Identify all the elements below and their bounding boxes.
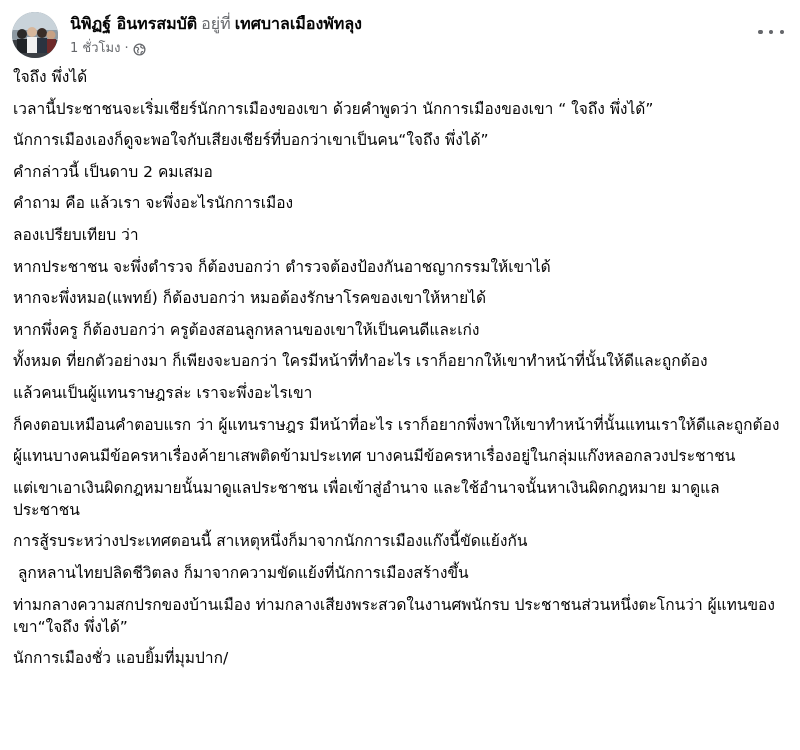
post-paragraph: ใจถึง พึ่งได้ xyxy=(13,68,88,86)
author-name[interactable]: นิพิฏฐ์ อินทรสมบัติ xyxy=(70,14,198,33)
dot xyxy=(780,30,785,35)
avatar[interactable] xyxy=(12,12,58,58)
post-paragraph: ก็คงตอบเหมือนคำตอบแรก ว่า ผู้แทนราษฎร มีหน้าที่อะไร เราก็อยากพึ่งพาให้เขาทำหน้าที่นั้นแทนเราให้ดีและถูกต้อง xyxy=(13,415,780,434)
globe-icon[interactable] xyxy=(133,43,146,56)
post-paragraph: คำถาม คือ แล้วเรา จะพึ่งอะไรนักการเมือง xyxy=(13,194,294,213)
post-paragraph: ผู้แทนบางคนมีข้อครหาเรื่องค้ายาเสพติดข้ามประเทศ บางคนมีข้อครหาเรื่องอยู่ในกลุ่มแก๊งหลอกลวงประชาชน xyxy=(13,447,736,466)
post-time[interactable]: 1 ชั่วโมง xyxy=(70,41,121,56)
at-label: อยู่ที่ xyxy=(201,14,231,33)
post-paragraph: ลูกหลานไทยปลิดชีวิตลง ก็มาจากความขัดแย้งที่นักการเมืองสร้างขึ้น xyxy=(13,563,469,582)
post-paragraph: หากประชาชน จะพึ่งตำรวจ ก็ต้องบอกว่า ตำรวจต้องป้องกันอาชญากรรมให้เขาได้ xyxy=(13,257,551,276)
meta-separator: · xyxy=(124,41,129,56)
post-paragraph: นักการเมืองเองก็ดูจะพอใจกับเสียงเชียร์ที่บอกว่าเขาเป็นคน“ใจถึง พึ่งได้” xyxy=(13,131,489,150)
post-meta xyxy=(70,40,146,58)
post-paragraph: การสู้รบระหว่างประเทศตอนนี้ สาเหตุหนึ่งก็มาจากนักการเมืองแก๊งนี้ขัดแย้งกัน xyxy=(13,532,528,551)
post-paragraph: ท่ามกลางความสกปรกของบ้านเมือง ท่ามกลางเสียงพระสวดในงานศพนักรบ ประชาชนส่วนหนึ่งตะโกนว่า ผู้แทนของเขา“ใจถึง พึ่งได้” xyxy=(13,595,775,636)
post-paragraph: คำกล่าวนี้ เป็นดาบ 2 คมเสมอ xyxy=(13,162,213,181)
author-line xyxy=(70,13,362,35)
post-content xyxy=(13,66,785,679)
post-paragraph: ลองเปรียบเทียบ ว่า xyxy=(13,225,139,244)
post-paragraph: แต่เขาเอาเงินผิดกฎหมายนั้นมาดูแลประชาชน เพื่อเข้าสู่อำนาจ และใช้อำนาจนั้นหาเงินผิดกฎหมาย มาดูแลประชาชน xyxy=(13,478,720,519)
post-paragraph: หากจะพึ่งหมอ(แพทย์) ก็ต้องบอกว่า หมอต้องรักษาโรคของเขาให้หายได้ xyxy=(13,289,487,308)
post-paragraph: นักการเมืองชั่ว แอบยิ้มที่มุมปาก/ xyxy=(13,649,229,668)
dot xyxy=(769,30,774,35)
post-paragraph: แล้วคนเป็นผู้แทนราษฎรล่ะ เราจะพึ่งอะไรเขา xyxy=(13,383,313,402)
post-header xyxy=(12,10,788,66)
avatar-photo xyxy=(12,12,58,58)
more-horizontal-icon[interactable] xyxy=(758,24,784,40)
post-paragraph: หากพึ่งครู ก็ต้องบอกว่า ครูต้องสอนลูกหลานของเขาให้เป็นคนดีและเก่ง xyxy=(13,320,480,339)
post-paragraph: ทั้งหมด ที่ยกตัวอย่างมา ก็เพียงจะบอกว่า ใครมีหน้าที่ทำอะไร เราก็อยากให้เขาทำหน้าที่นั้นให้ดีและถูกต้อง xyxy=(13,352,708,371)
post-paragraph: เวลานี้ประชาชนจะเริ่มเชียร์นักการเมืองของเขา ด้วยคำพูดว่า นักการเมืองของเขา “ ใจถึง พึ่งได้” xyxy=(13,99,654,118)
dot xyxy=(758,30,763,35)
location-name[interactable]: เทศบาลเมืองพัทลุง xyxy=(234,14,362,33)
